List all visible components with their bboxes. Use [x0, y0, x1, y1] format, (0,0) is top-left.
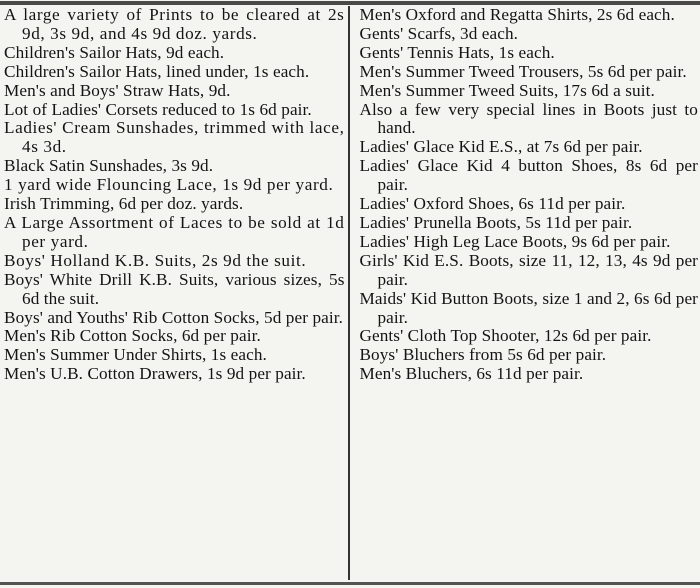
list-item: Ladies' Glace Kid E.S., at 7s 6d per pair. [359, 137, 643, 157]
list-item: 1 yard wide Flouncing Lace, 1s 9d per yard. [4, 175, 334, 195]
right-column [351, 6, 698, 580]
list-item: Black Satin Sunshades, 3s 9d. [4, 156, 214, 176]
list-item: Lot of Ladies' Corsets reduced to 1s 6d pair. [4, 99, 312, 119]
list-item: Ladies' Glace Kid 4 button Shoes, 8s 6d per pair. [359, 156, 698, 195]
list-item: Men's Summer Under Shirts, 1s each. [4, 345, 267, 365]
list-item: A large variety of Prints to be cleared at 2s 9d, 3s 9d, and 4s 9d doz. yards. [4, 6, 345, 43]
list-item: Ladies' Oxford Shoes, 6s 11d per pair. [359, 194, 626, 214]
left-column [4, 6, 347, 580]
list-item: Men's Summer Tweed Trousers, 5s 6d per pair. [359, 61, 687, 81]
list-item: Men's Bluchers, 6s 11d per pair. [359, 364, 584, 384]
list-item: Ladies' High Leg Lace Boots, 9s 6d per pair. [359, 231, 671, 251]
list-item: Gents' Tennis Hats, 1s each. [359, 42, 555, 62]
list-item: Gents' Scarfs, 3d each. [359, 23, 519, 43]
list-item: Men's U.B. Cotton Drawers, 1s 9d per pair. [4, 364, 306, 384]
list-item: Girls' Kid E.S. Boots, size 11, 12, 13, 4s 9d per pair. [359, 250, 698, 289]
list-item: Men's Summer Tweed Suits, 17s 6d a suit. [359, 80, 655, 100]
list-item: Maids' Kid Button Boots, size 1 and 2, 6s 6d per pair. [359, 288, 698, 327]
column-divider [348, 6, 350, 580]
list-item: Men's Oxford and Regatta Shirts, 2s 6d each. [359, 6, 675, 24]
list-item: Ladies' Cream Sunshades, trimmed with lace, 4s 3d. [4, 118, 345, 157]
list-item: Boys' White Drill K.B. Suits, various sizes, 5s 6d the suit. [4, 269, 345, 308]
bottom-rule [0, 582, 700, 585]
list-item: A Large Assortment of Laces to be sold at 1d per yard. [4, 212, 345, 251]
list-item: Boys' and Youths' Rib Cotton Socks, 5d per pair. [4, 307, 344, 327]
list-item: Ladies' Prunella Boots, 5s 11d per pair. [359, 212, 633, 232]
list-item: Boys' Bluchers from 5s 6d per pair. [359, 345, 607, 365]
list-item: Gents' Cloth Top Shooter, 12s 6d per pair. [359, 326, 652, 346]
list-item: Boys' Holland K.B. Suits, 2s 9d the suit. [4, 250, 307, 270]
list-item: Children's Sailor Hats, 9d each. [4, 42, 225, 62]
top-rule [0, 1, 700, 5]
list-item: Also a few very special lines in Boots just to hand. [359, 99, 698, 138]
list-item: Irish Trimming, 6d per doz. yards. [4, 194, 244, 214]
list-item: Children's Sailor Hats, lined under, 1s each. [4, 61, 310, 81]
list-item: Men's and Boys' Straw Hats, 9d. [4, 80, 231, 100]
two-column-advert [4, 6, 698, 580]
list-item: Men's Rib Cotton Socks, 6d per pair. [4, 326, 261, 346]
